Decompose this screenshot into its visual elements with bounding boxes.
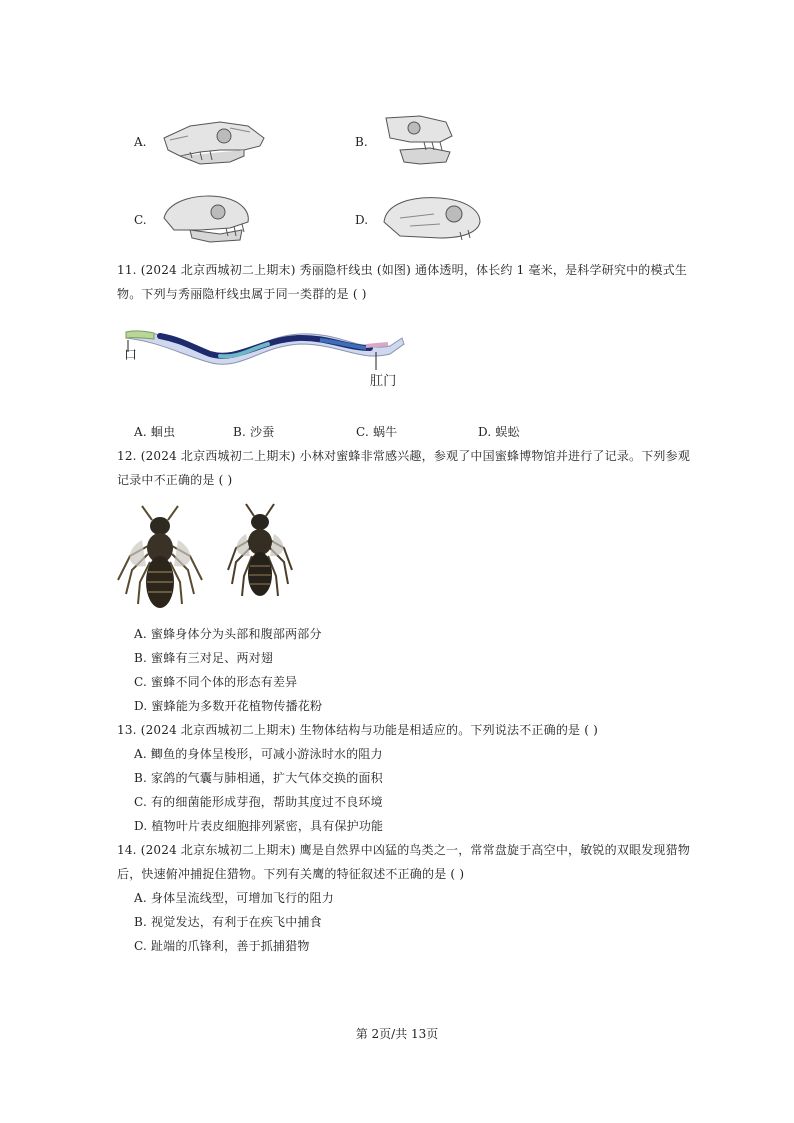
q10-option-b-skull-image <box>380 112 456 170</box>
q10-option-c-label: C. <box>134 213 147 227</box>
q12-bee-photo-2 <box>222 500 298 606</box>
q11-option-c[interactable]: C. 蜗牛 <box>356 425 398 439</box>
q12-stem-line-2: 记录中不正确的是 ( ) <box>117 473 233 487</box>
q11-nematode-figure <box>120 322 410 392</box>
q10-option-a-label: A. <box>134 135 147 149</box>
q10-option-a-skull-image <box>160 116 268 172</box>
q12-option-a[interactable]: A. 蜜蜂身体分为头部和腹部两部分 <box>134 627 322 641</box>
q14-stem-line-1: 14. (2024 北京东城初二上期末) 鹰是自然界中凶猛的鸟类之一，常常盘旋于高空中，敏锐的双眼发现猎物 <box>117 843 691 857</box>
q11-stem-line-2: 物。下列与秀丽隐杆线虫属于同一类群的是 ( ) <box>117 287 367 301</box>
q13-option-c[interactable]: C. 有的细菌能形成芽孢，帮助其度过不良环境 <box>134 795 383 809</box>
q11-stem-line-1: 11. (2024 北京西城初二上期末) 秀丽隐杆线虫 (如图) 通体透明，体长约 1 毫米，是科学研究中的模式生 <box>117 263 688 277</box>
q12-bee-photo-1 <box>112 500 208 614</box>
q13-stem-line-1: 13. (2024 北京西城初二上期末) 生物体结构与功能是相适应的。下列说法不正确的是 ( ) <box>117 723 599 737</box>
q12-option-c[interactable]: C. 蜜蜂不同个体的形态有差异 <box>134 675 298 689</box>
q14-stem-line-2: 后，快速俯冲捕捉住猎物。下列有关鹰的特征叙述不正确的是 ( ) <box>117 867 465 881</box>
q12-option-d[interactable]: D. 蜜蜂能为多数开花植物传播花粉 <box>134 699 323 713</box>
q11-option-b[interactable]: B. 沙蚕 <box>233 425 275 439</box>
q14-option-c[interactable]: C. 趾端的爪锋利，善于抓捕猎物 <box>134 939 310 953</box>
q11-option-d[interactable]: D. 蜈蚣 <box>478 425 520 439</box>
q12-option-b[interactable]: B. 蜜蜂有三对足、两对翅 <box>134 651 274 665</box>
q14-option-a[interactable]: A. 身体呈流线型，可增加飞行的阻力 <box>134 891 334 905</box>
q11-label-anus: 肛门 <box>370 374 397 389</box>
q13-option-a[interactable]: A. 鲫鱼的身体呈梭形，可减小游泳时水的阻力 <box>134 747 383 761</box>
q13-option-b[interactable]: B. 家鸽的气囊与肺相通，扩大气体交换的面积 <box>134 771 383 785</box>
q10-option-b-label: B. <box>355 135 368 149</box>
q14-option-b[interactable]: B. 视觉发达，有利于在疾飞中捕食 <box>134 915 322 929</box>
q11-option-a[interactable]: A. 蛔虫 <box>134 425 176 439</box>
q12-stem-line-1: 12. (2024 北京西城初二上期末) 小林对蜜蜂非常感兴趣，参观了中国蜜蜂博物馆并进行了记录。下列参观 <box>117 449 691 463</box>
q10-option-c-skull-image <box>160 190 252 248</box>
q10-option-d-skull-image <box>380 192 484 246</box>
q11-label-mouth: 口 <box>124 348 138 363</box>
q10-option-d-label: D. <box>355 213 369 227</box>
q13-option-d[interactable]: D. 植物叶片表皮细胞排列紧密，具有保护功能 <box>134 819 384 833</box>
page-number-footer: 第 2页/共 13页 <box>355 1027 439 1041</box>
